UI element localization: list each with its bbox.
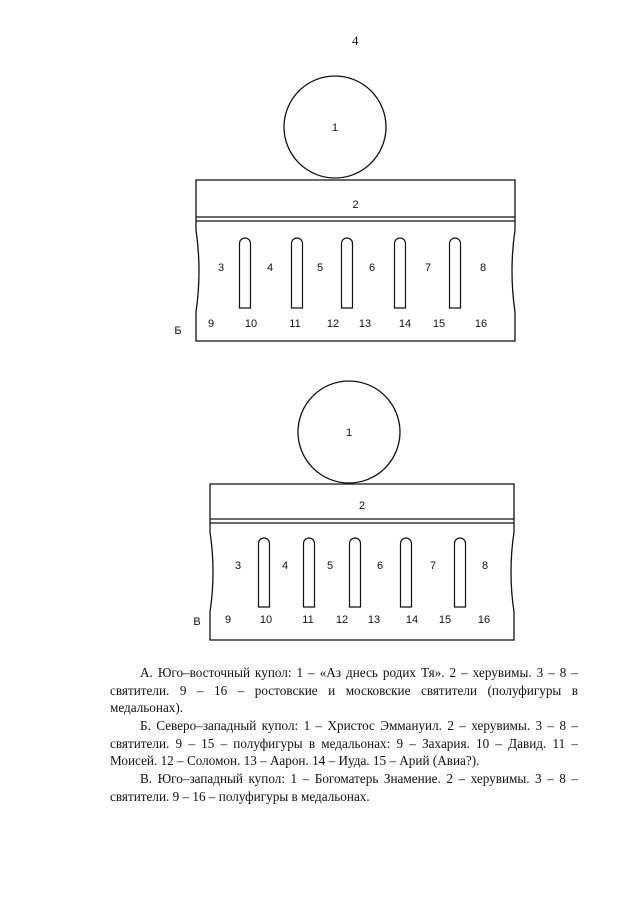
diagram-v-band-label: 2 — [358, 500, 366, 512]
diagram-b-medallion-label-12: 12 — [326, 318, 340, 330]
diagram-v-medallion-label-16: 16 — [477, 614, 491, 626]
diagram-v-figure-label-3: 3 — [234, 560, 242, 572]
diagram-b-band-label: 2 — [352, 199, 359, 211]
diagram-v-figure-label-5: 5 — [326, 560, 334, 572]
diagram-b-window-slot-1 — [240, 238, 251, 308]
diagram-v-window-slot-3 — [350, 538, 361, 607]
diagram-b-window-slot-5 — [450, 238, 461, 308]
diagram-b-window-slot-2 — [292, 238, 303, 308]
caption-v-text: В. Юго–западный купол: 1 – Богоматерь Знамение. 2 – херувимы. 3 – 8 – святители. 9 – 16 – полуфигуры в медальонах. — [110, 771, 578, 804]
diagram-b-medallion-label-11: 11 — [289, 318, 301, 330]
caption-a-text: А. Юго–восточный купол: 1 – «Аз днесь родих Тя». 2 – херувимы. 3 – 8 – святители. 9 – 16 – ростовские и московские святители (полуфигуры в медальонах). — [110, 665, 578, 716]
diagram-v-window-slot-1 — [259, 538, 270, 607]
diagram-v-medallion-label-13: 13 — [367, 614, 381, 626]
page-number: 4 — [352, 33, 359, 48]
diagram-b-medallion-label-10: 10 — [244, 318, 258, 330]
diagram-v-medallion-label-14: 14 — [405, 614, 419, 626]
diagram-v-window-slot-4 — [401, 538, 412, 607]
caption-b-text: Б. Северо–западный купол: 1 – Христос Эммануил. 2 – херувимы. 3 – 8 – святители. 9 – 15 – полуфигуры в медальонах: 9 – Захария. 10 – Давид. 11 – Моисей. 12 – Соломон. 13 – Аарон. 14 – Иуда. 15 – Арий (Авиа?). — [110, 718, 578, 769]
diagram-v-medallion-label-12: 12 — [335, 614, 349, 626]
diagram-v-dome-label: 1 — [345, 427, 353, 439]
caption-v — [110, 770, 578, 805]
diagram-b-figure-label-8: 8 — [479, 262, 487, 274]
diagram-v-figure-label-8: 8 — [481, 560, 489, 572]
diagram-v-medallion-label-10: 10 — [259, 614, 273, 626]
diagram-b-figure-label-3: 3 — [217, 262, 225, 274]
diagram-v-medallion-label-9: 9 — [224, 614, 232, 626]
diagram-v-figure-label-4: 4 — [281, 560, 289, 572]
caption-b — [110, 717, 578, 770]
diagram-b-figure-label-5: 5 — [316, 262, 324, 274]
diagram-b-medallion-label-9: 9 — [207, 318, 215, 330]
diagram-b-medallion-label-15: 15 — [432, 318, 446, 330]
caption-a — [110, 664, 578, 717]
diagram-b-letter: Б — [174, 325, 182, 337]
diagram-v-figure-label-6: 6 — [376, 560, 384, 572]
diagram-v-window-slot-2 — [304, 538, 315, 607]
diagram-b-figure-label-4: 4 — [266, 262, 274, 274]
diagram-b-window-slot-3 — [342, 238, 353, 308]
diagram-v-figure-label-7: 7 — [429, 560, 437, 572]
diagram-b-figure-label-6: 6 — [368, 262, 376, 274]
diagram-b-figure-label-7: 7 — [424, 262, 432, 274]
diagram-b-window-slot-4 — [395, 238, 406, 308]
diagram-v-medallion-label-11: 11 — [302, 614, 314, 626]
diagram-b-medallion-label-14: 14 — [398, 318, 412, 330]
diagram-v-letter: В — [193, 616, 201, 628]
diagram-b-dome-label: 1 — [331, 122, 339, 134]
diagram-b-medallion-label-16: 16 — [474, 318, 488, 330]
diagram-v-medallion-label-15: 15 — [438, 614, 452, 626]
diagram-b-medallion-label-13: 13 — [358, 318, 372, 330]
diagram-v-window-slot-5 — [455, 538, 466, 607]
